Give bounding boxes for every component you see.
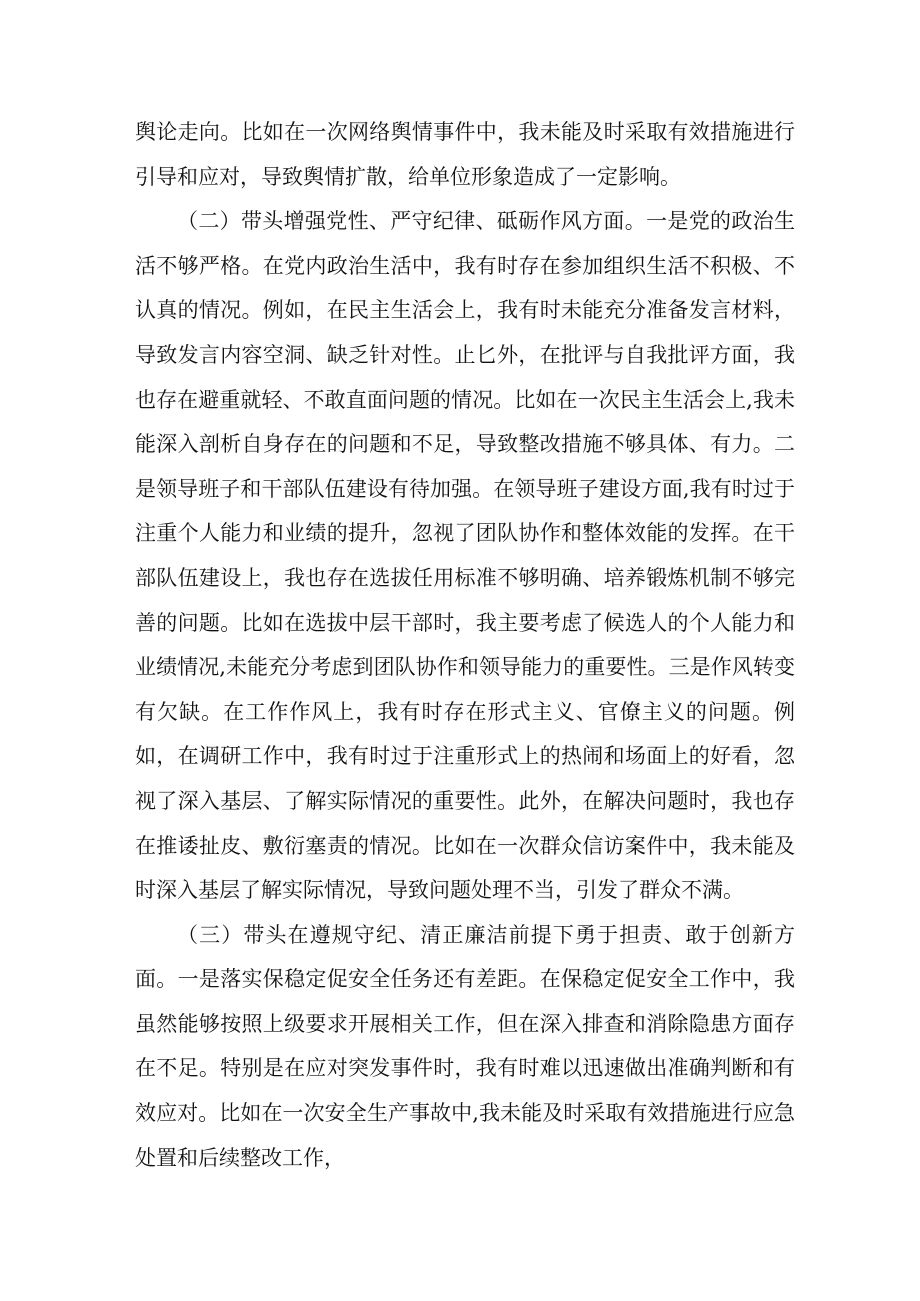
document-body bbox=[135, 110, 795, 1180]
paragraph-public-opinion: 舆论走向。比如在一次网络舆情事件中，我未能及时采取有效措施进行引导和应对，导致舆情扩散，给单位形象造成了一定影响。 bbox=[135, 120, 795, 189]
paragraph-section-three: （三）带头在遵规守纪、清正廉洁前提下勇于担责、敢于创新方面。一是落实保稳定促安全任务还有差距。在保稳定促安全工作中，我虽然能够按照上级要求开展相关工作，但在深入排查和消除隐患方面存在不足。特别是在应对突发事件时，我有时难以迅速做出准确判断和有效应对。比如在一次安全生产事故中,我未能及时采取有效措施进行应急处置和后续整改工作， bbox=[135, 922, 795, 1170]
paragraph-section-two: （二）带头增强党性、严守纪律、砥砺作风方面。一是党的政治生活不够严格。在党内政治生活中，我有时存在参加组织生活不积极、不认真的情况。例如，在民主生活会上，我有时未能充分准备发言材料，导致发言内容空洞、缺乏针对性。止匕外，在批评与自我批评方面，我也存在避重就轻、不敢直面问题的情况。比如在一次民主生活会上,我未能深入剖析自身存在的问题和不足，导致整改措施不够具体、有力。二是领导班子和干部队伍建设有待加强。在领导班子建设方面,我有时过于注重个人能力和业绩的提升，忽视了团队协作和整体效能的发挥。在干部队伍建设上，我也存在选拔任用标准不够明确、培养锻炼机制不够完善的问题。比如在选拔中层干部时，我主要考虑了候选人的个人能力和业绩情况,未能充分考虑到团队协作和领导能力的重要性。三是作风转变有欠缺。在工作作风上，我有时存在形式主义、官僚主义的问题。例如，在调研工作中，我有时过于注重形式上的热闹和场面上的好看，忽视了深入基层、了解实际情况的重要性。此外，在解决问题时，我也存在推诿扯皮、敷衍塞责的情况。比如在一次群众信访案件中，我未能及时深入基层了解实际情况，导致问题处理不当，引发了群众不满。 bbox=[135, 209, 795, 903]
